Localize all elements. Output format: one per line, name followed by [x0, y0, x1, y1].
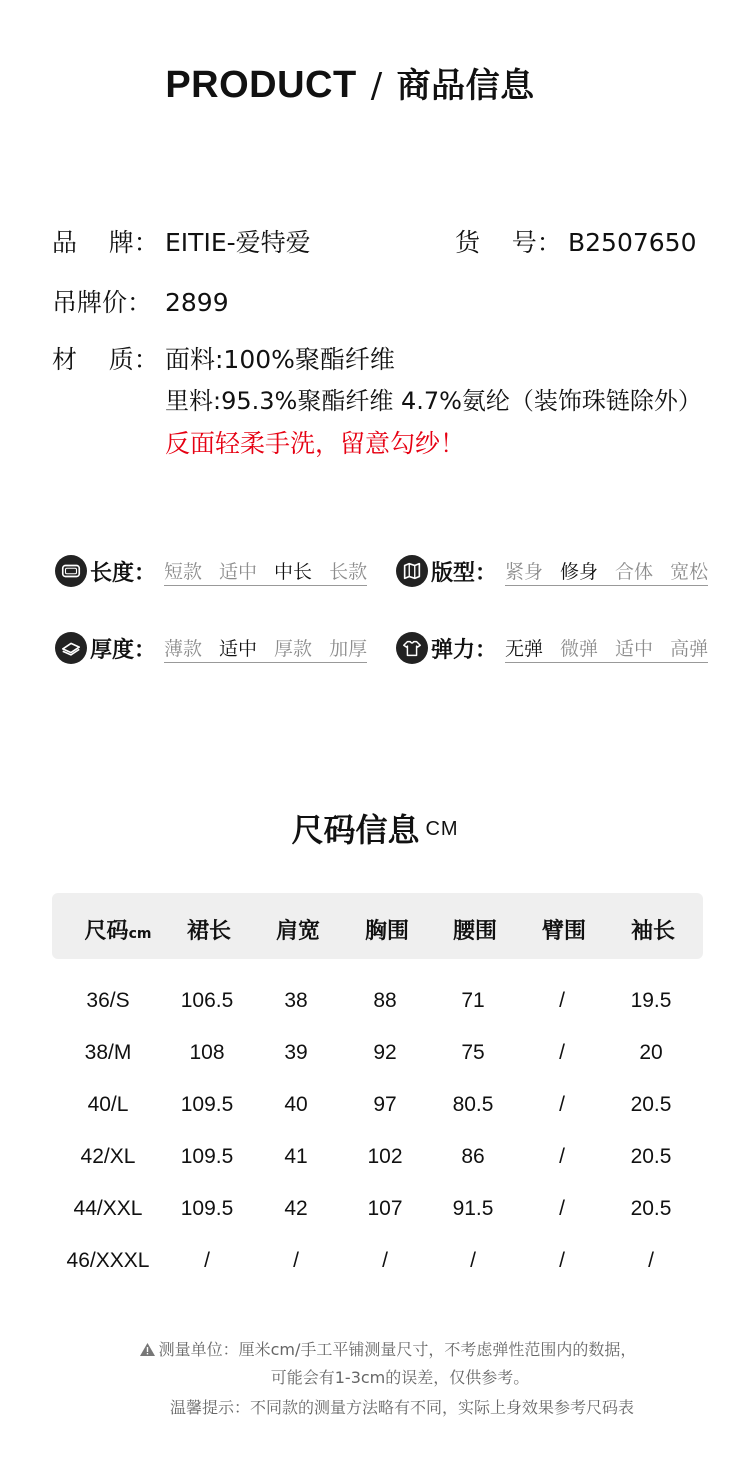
attr-length-option: 长款 [329, 560, 368, 583]
table-cell: / [648, 1249, 654, 1272]
material-label: 材 质： [52, 345, 159, 374]
sku-value: B2507650 [568, 228, 697, 257]
table-cell: 40/L [87, 1093, 129, 1116]
attr-stretch-option: 微弹 [560, 637, 599, 660]
measurement-note-2: 可能会有1-3cm的误差，仅供参考。 [270, 1368, 530, 1387]
table-cell: / [470, 1249, 476, 1272]
attr-fit-option: 宽松 [670, 560, 709, 583]
table-cell: 86 [461, 1145, 485, 1168]
attr-fit [396, 554, 708, 588]
table-row [52, 1241, 703, 1281]
measurement-note-1 [0, 1337, 750, 1361]
table-cell: 36/S [86, 989, 130, 1012]
length-icon [55, 555, 87, 587]
table-row [52, 1137, 703, 1177]
price-label: 吊牌价： [52, 288, 153, 317]
table-cell: 106.5 [180, 989, 234, 1012]
table-row [52, 1033, 703, 1073]
table-cell: 102 [367, 1145, 403, 1168]
table-cell: / [559, 1041, 565, 1064]
attr-fit-option: 紧身 [505, 560, 544, 583]
table-cell: 41 [284, 1145, 308, 1168]
table-cell: 44/XXL [73, 1197, 143, 1220]
warning-icon [139, 1342, 156, 1361]
attr-fit-options [505, 557, 708, 586]
attr-thickness-option: 加厚 [329, 637, 368, 660]
table-cell: / [559, 1093, 565, 1116]
col-header-arm: 臂围 [541, 919, 586, 944]
table-cell: 38/M [84, 1041, 132, 1064]
table-cell: / [559, 989, 565, 1012]
attr-stretch-option-selected: 无弹 [505, 637, 544, 660]
table-cell: 42/XL [80, 1145, 136, 1168]
attr-thickness-options [164, 634, 367, 663]
table-cell: 46/XXXL [66, 1249, 150, 1272]
title-en: PRODUCT [165, 64, 357, 106]
attr-fit-option: 合体 [615, 560, 654, 583]
attr-thickness-option: 厚款 [274, 637, 313, 660]
size-section-title [0, 805, 750, 851]
table-cell: 20.5 [630, 1093, 672, 1116]
brand-label: 品 牌： [52, 228, 159, 257]
table-cell: / [382, 1249, 388, 1272]
attr-length-options [164, 557, 367, 586]
attr-length [55, 554, 367, 588]
table-cell: 80.5 [452, 1093, 494, 1116]
attr-stretch-options [505, 634, 708, 663]
col-header-size-text: 尺码 [84, 919, 129, 944]
table-cell: 20.5 [630, 1145, 672, 1168]
reminder-note: 温馨提示：不同款的测量方法略有不同，实际上身效果参考尺码表 [169, 1398, 634, 1417]
price-value: 2899 [165, 288, 229, 317]
care-note: 反面轻柔手洗，留意勾纱！ [165, 429, 466, 458]
col-header-bust: 胸围 [364, 919, 409, 944]
size-title-unit: CM [425, 818, 459, 840]
table-cell: 38 [284, 989, 308, 1012]
table-cell: / [293, 1249, 299, 1272]
table-cell: 42 [284, 1197, 308, 1220]
table-cell: 19.5 [630, 989, 672, 1012]
attr-length-option: 适中 [219, 560, 258, 583]
table-cell: / [559, 1145, 565, 1168]
table-row [52, 981, 703, 1021]
thickness-icon [55, 632, 87, 664]
stretch-icon [396, 632, 428, 664]
table-cell: / [204, 1249, 210, 1272]
attr-length-label: 长度： [90, 560, 157, 586]
attr-fit-label: 版型： [431, 560, 498, 586]
col-header-size [68, 914, 168, 945]
table-cell: / [559, 1197, 565, 1220]
title-cn: 商品信息 [396, 66, 535, 106]
table-cell: 107 [367, 1197, 403, 1220]
table-cell: 75 [461, 1041, 485, 1064]
col-header-waist: 腰围 [452, 919, 497, 944]
attr-stretch-option: 适中 [615, 637, 654, 660]
table-cell: 39 [284, 1041, 308, 1064]
table-cell: 71 [461, 989, 485, 1012]
table-cell: 40 [284, 1093, 308, 1116]
attr-length-option: 短款 [164, 560, 203, 583]
table-row [52, 1189, 703, 1229]
attr-stretch-option: 高弹 [670, 637, 709, 660]
table-cell: 109.5 [180, 1093, 234, 1116]
table-cell: 20.5 [630, 1197, 672, 1220]
table-cell: / [559, 1249, 565, 1272]
table-cell: 92 [373, 1041, 397, 1064]
table-cell: 20 [639, 1041, 663, 1064]
brand-value: EITIE-爱特爱 [165, 228, 311, 257]
attr-length-option-selected: 中长 [274, 560, 313, 583]
col-header-size-unit: cm [128, 926, 152, 942]
fit-icon [396, 555, 428, 587]
table-cell: 108 [189, 1041, 225, 1064]
col-header-sleeve: 袖长 [630, 919, 675, 944]
attr-thickness-option-selected: 适中 [219, 637, 258, 660]
attr-stretch [396, 631, 708, 665]
page-title [0, 58, 700, 107]
material-line1: 面料:100%聚酯纤维 [165, 345, 395, 374]
table-cell: 88 [373, 989, 397, 1012]
table-cell: 97 [373, 1093, 397, 1116]
attr-thickness-label: 厚度： [90, 637, 157, 663]
table-row [52, 1085, 703, 1125]
col-header-skirt-length: 裙长 [186, 919, 231, 944]
material-line2: 里料:95.3%聚酯纤维 4.7%氨纶（装饰珠链除外） [165, 387, 702, 415]
table-cell: 109.5 [180, 1197, 234, 1220]
table-cell: 91.5 [452, 1197, 494, 1220]
attr-fit-option-selected: 修身 [560, 560, 599, 583]
table-cell: 109.5 [180, 1145, 234, 1168]
sku-label: 货 号： [455, 228, 562, 257]
size-title-text: 尺码信息 [291, 811, 420, 849]
col-header-shoulder: 肩宽 [275, 919, 320, 944]
measurement-note-1-text: 测量单位：厘米cm/手工平铺测量尺寸，不考虑弹性范围内的数据， [158, 1340, 637, 1359]
attr-thickness-option: 薄款 [164, 637, 203, 660]
title-separator: / [370, 66, 383, 106]
attr-stretch-label: 弹力： [431, 637, 498, 663]
size-table-header [52, 893, 703, 959]
attr-thickness [55, 631, 367, 665]
